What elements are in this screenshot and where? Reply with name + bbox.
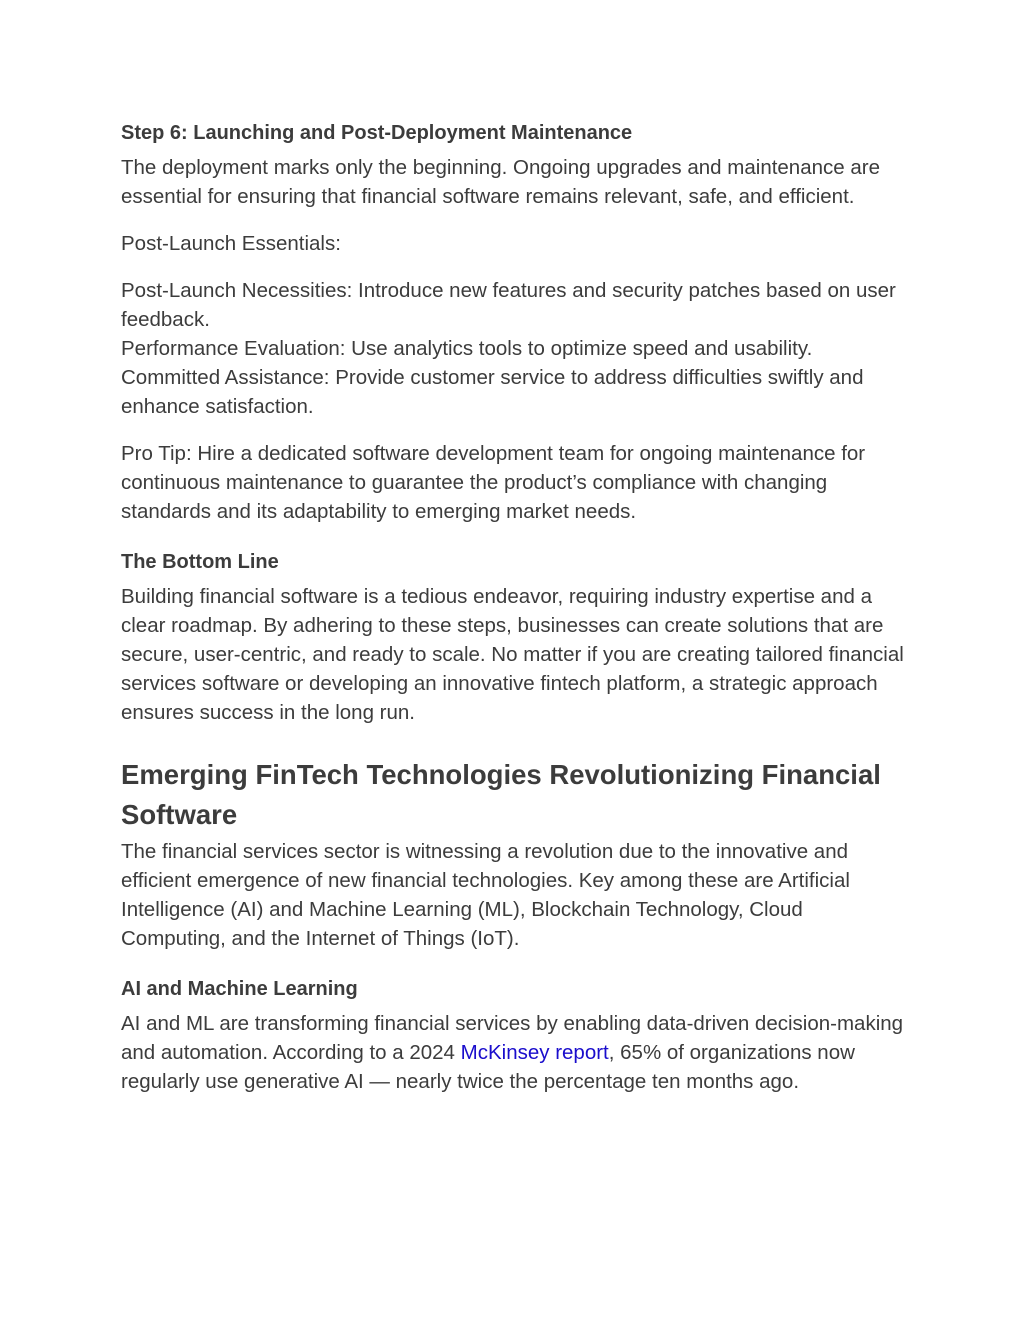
ai-ml-heading: AI and Machine Learning — [121, 978, 358, 1000]
step6-paragraph: The deployment marks only the beginning. Ongoing upgrades and maintenance are essential for ensuring that financial software remains relevant, safe, and efficient. — [121, 156, 880, 208]
bottom-line-heading: The Bottom Line — [121, 551, 279, 573]
pro-tip-paragraph: Pro Tip: Hire a dedicated software development team for ongoing maintenance for continuous maintenance to guarantee the product’s compliance with changing standards and its adaptability to emerging market needs. — [121, 442, 866, 523]
list-item: Committed Assistance: Provide customer service to address difficulties swiftly and enhance satisfaction. — [121, 366, 864, 418]
ai-ml-text-before-link: AI and ML are transforming financial services by enabling data-driven decision-making and automation. According to a 2024 — [121, 1012, 904, 1064]
list-item: Post-Launch Necessities: Introduce new features and security patches based on user feedback. — [121, 279, 896, 331]
step6-heading: Step 6: Launching and Post-Deployment Maintenance — [121, 122, 633, 144]
ai-ml-paragraph — [121, 1009, 911, 1096]
post-launch-label: Post-Launch Essentials: — [121, 232, 341, 255]
bottom-line-paragraph: Building financial software is a tedious endeavor, requiring industry expertise and a clear roadmap. By adhering to these steps, businesses can create solutions that are secure, user-centric, and ready to scale. No matter if you are creating tailored financial services software or developing an innovative fintech platform, a strategic approach ensures success in the long run. — [121, 585, 904, 724]
emerging-fintech-paragraph: The financial services sector is witnessing a revolution due to the innovative and efficient emergence of new financial technologies. Key among these are Artificial Intelligence (AI) and Machine Learning (ML), Blockchain Technology, Cloud Computing, and the Internet of Things (IoT). — [121, 840, 850, 950]
mckinsey-report-link[interactable]: McKinsey report — [460, 1041, 609, 1064]
document-page — [121, 119, 911, 1096]
emerging-fintech-heading: Emerging FinTech Technologies Revolutionizing Financial Software — [121, 759, 881, 830]
list-item: Performance Evaluation: Use analytics tools to optimize speed and usability. — [121, 337, 813, 360]
ai-ml-text-after-link: , 65% of organizations now regularly use generative AI — nearly twice the percentage ten months ago. — [121, 1041, 855, 1093]
post-launch-list — [121, 276, 911, 421]
